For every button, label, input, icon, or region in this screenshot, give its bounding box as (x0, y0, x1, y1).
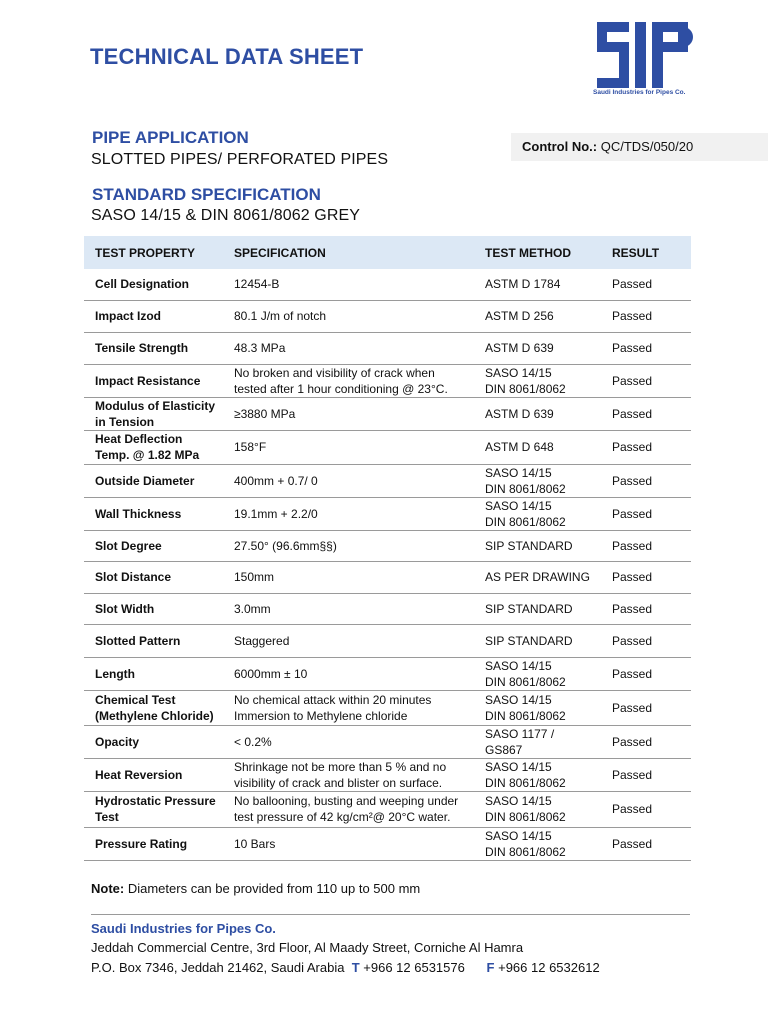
table-body (84, 269, 691, 860)
table-row (84, 561, 691, 593)
table-row (84, 530, 691, 561)
cell-test-method: ASTM D 648 (474, 430, 601, 464)
cell-test-property: Slot Width (84, 593, 223, 624)
cell-test-property: Modulus of Elasticity in Tension (84, 397, 223, 430)
table-row (84, 593, 691, 624)
cell-specification: 150mm (223, 561, 474, 593)
cell-test-method: SASO 14/15 DIN 8061/8062 (474, 827, 601, 860)
cell-result: Passed (601, 690, 691, 725)
cell-specification: No ballooning, busting and weeping under test pressure of 42 kg/cm²@ 20°C water. (223, 791, 474, 827)
table-row (84, 657, 691, 690)
cell-specification: 48.3 MPa (223, 332, 474, 364)
test-results-table (84, 236, 691, 861)
cell-result: Passed (601, 530, 691, 561)
cell-result: Passed (601, 397, 691, 430)
cell-test-property: Pressure Rating (84, 827, 223, 860)
table-row (84, 827, 691, 860)
page-title: TECHNICAL DATA SHEET (90, 44, 364, 69)
cell-test-method: SIP STANDARD (474, 624, 601, 657)
table-row (84, 397, 691, 430)
table-row (84, 332, 691, 364)
table-row (84, 690, 691, 725)
cell-specification: 400mm + 0.7/ 0 (223, 464, 474, 497)
cell-test-method: SIP STANDARD (474, 593, 601, 624)
cell-specification: 6000mm ± 10 (223, 657, 474, 690)
cell-test-method: SASO 14/15 DIN 8061/8062 (474, 364, 601, 397)
cell-specification: 3.0mm (223, 593, 474, 624)
footer-address-line2 (91, 960, 600, 975)
column-header-test-method: TEST METHOD (474, 236, 601, 269)
footer-company-name: Saudi Industries for Pipes Co. (91, 921, 276, 936)
cell-specification: 158°F (223, 430, 474, 464)
cell-result: Passed (601, 364, 691, 397)
cell-test-property: Cell Designation (84, 269, 223, 300)
cell-result: Passed (601, 269, 691, 300)
cell-test-method: SASO 14/15 DIN 8061/8062 (474, 497, 601, 530)
table-row (84, 791, 691, 827)
table-row (84, 430, 691, 464)
cell-test-method: SASO 14/15 DIN 8061/8062 (474, 464, 601, 497)
note (91, 881, 420, 896)
cell-test-method: SASO 14/15 DIN 8061/8062 (474, 758, 601, 791)
cell-result: Passed (601, 791, 691, 827)
cell-specification: No chemical attack within 20 minutes Immersion to Methylene chloride (223, 690, 474, 725)
cell-test-property: Wall Thickness (84, 497, 223, 530)
cell-test-property: Slot Distance (84, 561, 223, 593)
cell-test-property: Slot Degree (84, 530, 223, 561)
cell-test-property: Length (84, 657, 223, 690)
cell-specification: Staggered (223, 624, 474, 657)
cell-test-method: ASTM D 1784 (474, 269, 601, 300)
cell-test-property: Heat Reversion (84, 758, 223, 791)
footer-fax: +966 12 6532612 (498, 960, 600, 975)
note-text: Diameters can be provided from 110 up to 500 mm (127, 881, 421, 896)
cell-test-property: Impact Izod (84, 300, 223, 332)
table-row (84, 624, 691, 657)
cell-result: Passed (601, 758, 691, 791)
pipe-application-value: SLOTTED PIPES/ PERFORATED PIPES (91, 151, 389, 168)
table-row (84, 464, 691, 497)
cell-specification: No broken and visibility of crack when tested after 1 hour conditioning @ 23°C. (223, 364, 474, 397)
table-row (84, 269, 691, 300)
cell-result: Passed (601, 497, 691, 530)
standard-specification-heading: STANDARD SPECIFICATION (92, 185, 321, 204)
cell-specification: 10 Bars (223, 827, 474, 860)
cell-test-property: Opacity (84, 725, 223, 758)
cell-test-property: Heat Deflection Temp. @ 1.82 MPa (84, 430, 223, 464)
cell-test-property: Outside Diameter (84, 464, 223, 497)
cell-specification: ≥3880 MPa (223, 397, 474, 430)
control-number-box (511, 133, 768, 161)
cell-test-property: Chemical Test (Methylene Chloride) (84, 690, 223, 725)
cell-specification: 19.1mm + 2.2/0 (223, 497, 474, 530)
cell-specification: 27.50° (96.6mm§§) (223, 530, 474, 561)
footer-tel-label: T (351, 960, 360, 975)
cell-result: Passed (601, 300, 691, 332)
cell-test-property: Tensile Strength (84, 332, 223, 364)
standard-specification-value: SASO 14/15 & DIN 8061/8062 GREY (91, 207, 361, 224)
cell-result: Passed (601, 624, 691, 657)
cell-specification: 80.1 J/m of notch (223, 300, 474, 332)
footer-divider (91, 914, 690, 915)
footer-address-line1: Jeddah Commercial Centre, 3rd Floor, Al Maady Street, Corniche Al Hamra (91, 940, 524, 955)
cell-test-method: SASO 14/15 DIN 8061/8062 (474, 690, 601, 725)
cell-test-method: SASO 1177 / GS867 (474, 725, 601, 758)
cell-test-method: SASO 14/15 DIN 8061/8062 (474, 791, 601, 827)
control-number-label: Control No.: (522, 139, 598, 154)
cell-result: Passed (601, 561, 691, 593)
column-header-test-property: TEST PROPERTY (84, 236, 223, 269)
cell-test-method: ASTM D 639 (474, 332, 601, 364)
cell-test-method: AS PER DRAWING (474, 561, 601, 593)
cell-result: Passed (601, 593, 691, 624)
cell-result: Passed (601, 827, 691, 860)
cell-specification: < 0.2% (223, 725, 474, 758)
table-row (84, 300, 691, 332)
cell-test-property: Impact Resistance (84, 364, 223, 397)
pipe-application-heading: PIPE APPLICATION (92, 128, 249, 147)
cell-result: Passed (601, 332, 691, 364)
table-header-row (84, 236, 691, 269)
column-header-specification: SPECIFICATION (223, 236, 474, 269)
control-number-value: QC/TDS/050/20 (600, 139, 694, 154)
cell-test-method: SIP STANDARD (474, 530, 601, 561)
cell-test-method: SASO 14/15 DIN 8061/8062 (474, 657, 601, 690)
column-header-result: RESULT (601, 236, 691, 269)
cell-specification: Shrinkage not be more than 5 % and no visibility of crack and blister on surface. (223, 758, 474, 791)
footer-po-box: P.O. Box 7346, Jeddah 21462, Saudi Arabia (91, 960, 345, 975)
table-row (84, 497, 691, 530)
cell-result: Passed (601, 657, 691, 690)
cell-result: Passed (601, 725, 691, 758)
footer-tel: +966 12 6531576 (363, 960, 465, 975)
footer-fax-label: F (486, 960, 495, 975)
cell-test-property: Hydrostatic Pressure Test (84, 791, 223, 827)
table-row (84, 758, 691, 791)
cell-test-method: ASTM D 256 (474, 300, 601, 332)
cell-specification: 12454-B (223, 269, 474, 300)
cell-test-method: ASTM D 639 (474, 397, 601, 430)
logo-caption: Saudi Industries for Pipes Co. (593, 89, 686, 96)
table-row (84, 725, 691, 758)
cell-result: Passed (601, 464, 691, 497)
table-row (84, 364, 691, 397)
cell-test-property: Slotted Pattern (84, 624, 223, 657)
cell-result: Passed (601, 430, 691, 464)
note-label: Note: (91, 881, 125, 896)
